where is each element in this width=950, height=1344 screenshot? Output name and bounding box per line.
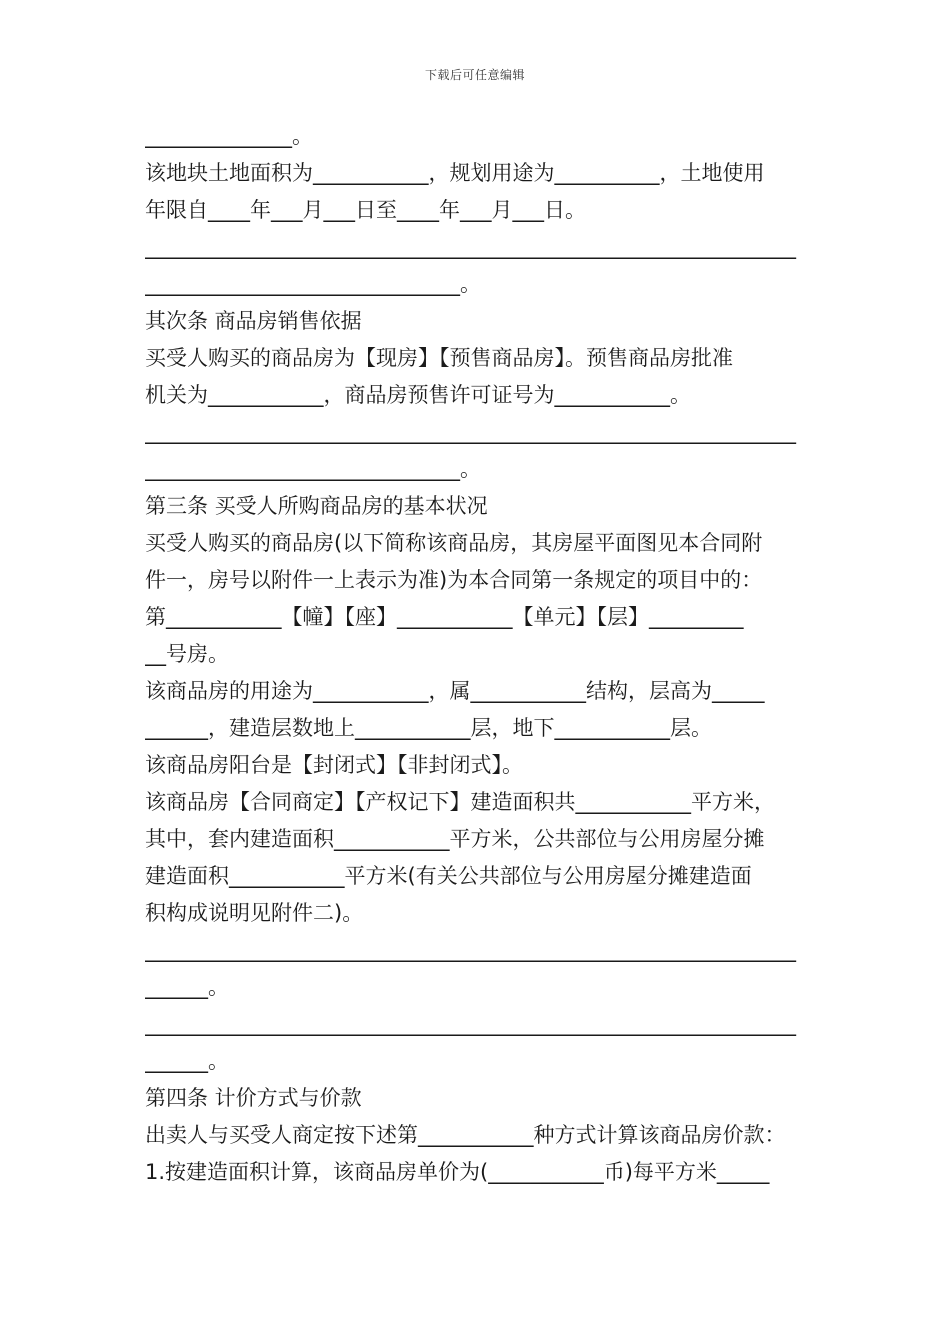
text-line: 该商品房阳台是【封闭式】【非封闭式】。	[145, 753, 523, 777]
text-line: ______，建造层数地上___________层，地下___________层。	[145, 716, 712, 740]
text-line: ______________________________。	[145, 457, 481, 481]
text-line: 该商品房【合同商定】【产权记下】建造面积共___________平方米，	[145, 790, 775, 814]
text-line: ______。	[145, 1049, 229, 1073]
section-heading: 其次条 商品房销售依据	[145, 309, 362, 333]
text-line: 买受人购买的商品房为【现房】【预售商品房】。预售商品房批准	[145, 346, 733, 370]
text-line: 机关为___________，商品房预售许可证号为___________。	[145, 383, 691, 407]
text-line: ______________________________________________________________	[145, 235, 796, 259]
text-line: 建造面积___________平方米(有关公共部位与公用房屋分摊建造面	[145, 864, 752, 888]
text-line: 其中，套内建造面积___________平方米，公共部位与公用房屋分摊	[145, 827, 765, 851]
text-line: __号房。	[145, 642, 229, 666]
text-line: 该地块土地面积为___________，规划用途为__________，土地使用	[145, 161, 765, 185]
text-line: ______________________________________________________________	[145, 1012, 796, 1036]
text-line: 年限自____年___月___日至____年___月___日。	[145, 198, 586, 222]
document-body	[145, 118, 810, 1191]
text-line: 件一，房号以附件一上表示为准)为本合同第一条规定的项目中的：	[145, 568, 763, 592]
text-line: ______。	[145, 975, 229, 999]
text-line: 该商品房的用途为___________，属___________结构，层高为_____	[145, 679, 765, 703]
text-line: ______________。	[145, 124, 313, 148]
text-line: ______________________________。	[145, 272, 481, 296]
text-line: 第___________【幢】【座】___________【单元】【层】_________	[145, 605, 744, 629]
section-heading: 第四条 计价方式与价款	[145, 1086, 362, 1110]
text-line: 1.按建造面积计算，该商品房单价为(___________币)每平方米_____	[145, 1160, 770, 1184]
text-line: 买受人购买的商品房(以下简称该商品房，其房屋平面图见本合同附	[145, 531, 763, 555]
text-line: 积构成说明见附件二)。	[145, 901, 364, 925]
text-line: ______________________________________________________________	[145, 938, 796, 962]
text-line: ______________________________________________________________	[145, 420, 796, 444]
page-header: 下载后可任意编辑	[424, 68, 525, 82]
section-heading: 第三条 买受人所购商品房的基本状况	[145, 494, 488, 518]
text-line: 出卖人与买受人商定按下述第___________种方式计算该商品房价款：	[145, 1123, 786, 1147]
